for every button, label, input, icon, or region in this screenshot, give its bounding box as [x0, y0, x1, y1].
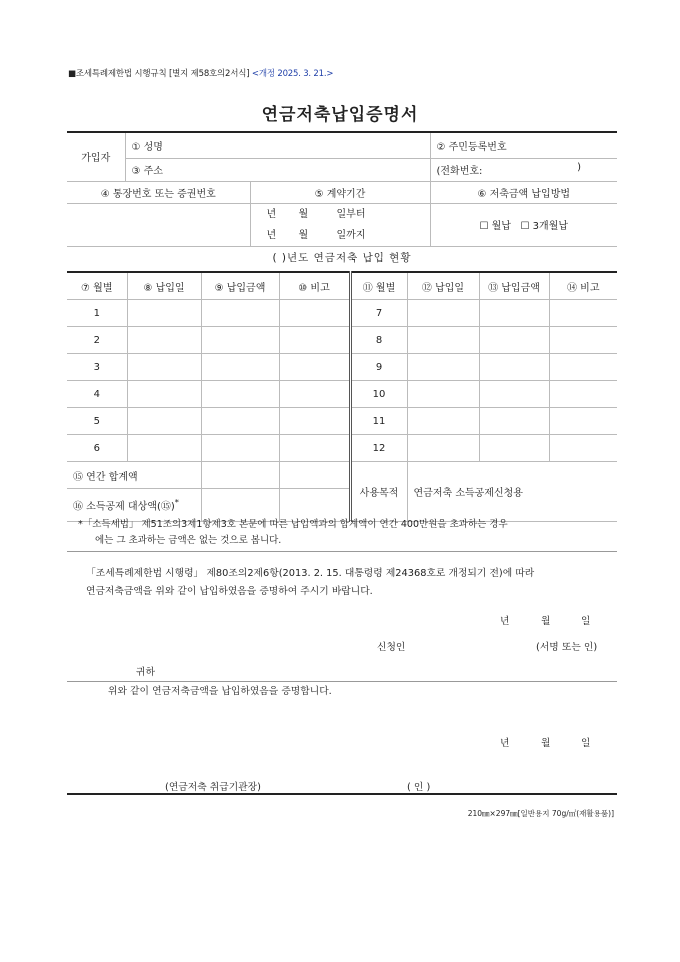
amount-cell[interactable]: [201, 435, 279, 462]
divider: [67, 551, 617, 552]
header-date-left: ⑧ 납입일: [127, 272, 201, 300]
header-month-left: ⑦ 월별: [67, 272, 127, 300]
footnote-line1: *「소득세법」 제51조의3제1항제3호 본문에 따른 납입액과의 합계액이 연간 400만원을 초과하는 경우: [78, 519, 508, 530]
to-month: 월: [298, 229, 309, 241]
payment-method-value: [430, 203, 617, 246]
annual-total-value[interactable]: [201, 462, 279, 489]
month-cell: 2: [67, 327, 127, 354]
monthly-checkbox[interactable]: ☐: [479, 221, 489, 232]
date-cell[interactable]: [127, 435, 201, 462]
from-month: 월: [298, 208, 309, 220]
note-cell[interactable]: [549, 327, 617, 354]
note-cell[interactable]: [279, 300, 350, 327]
note-cell[interactable]: [549, 408, 617, 435]
rrn-field-label: ② 주민등록번호: [430, 132, 617, 158]
subscriber-info-table: [67, 131, 617, 247]
amount-cell[interactable]: [201, 300, 279, 327]
date-cell[interactable]: [127, 354, 201, 381]
quarterly-label: 3개월납: [532, 221, 569, 232]
paper-spec: 210㎜×297㎜[일반용지 70g/㎡(재활용품)]: [467, 809, 614, 818]
amount-cell[interactable]: [479, 354, 549, 381]
month-cell: 3: [67, 354, 127, 381]
month-cell: 6: [67, 435, 127, 462]
amount-cell[interactable]: [201, 381, 279, 408]
note-cell[interactable]: [279, 435, 350, 462]
bottom-rule: [67, 793, 617, 795]
footnote: [78, 517, 618, 549]
header-month-right: ⑪ 월별: [350, 272, 407, 300]
from-day: 일부터: [336, 208, 366, 220]
amount-cell[interactable]: [201, 408, 279, 435]
addressee-label: 귀하: [136, 667, 155, 678]
note-cell[interactable]: [549, 354, 617, 381]
amount-cell[interactable]: [479, 327, 549, 354]
cert-month: 월: [541, 738, 551, 749]
month-cell: 1: [67, 300, 127, 327]
to-year: 년: [266, 229, 277, 241]
month-cell: 5: [67, 408, 127, 435]
form-reference: [68, 67, 333, 79]
date-cell[interactable]: [407, 408, 479, 435]
table-row: [67, 408, 617, 435]
phone-label: (전화번호:: [436, 166, 483, 177]
request-month: 월: [541, 616, 551, 627]
purpose-value: 연금저축 소득공제신청용: [407, 462, 617, 522]
date-cell[interactable]: [407, 381, 479, 408]
account-number-value[interactable]: [67, 203, 250, 246]
date-cell[interactable]: [127, 300, 201, 327]
note-cell[interactable]: [279, 408, 350, 435]
month-cell: 11: [350, 408, 407, 435]
note-cell[interactable]: [549, 381, 617, 408]
seal-label: ( 인 ): [407, 782, 431, 793]
note-cell[interactable]: [279, 354, 350, 381]
footnote-line2: 에는 그 초과하는 금액은 없는 것으로 봅니다.: [95, 535, 282, 546]
date-cell[interactable]: [407, 354, 479, 381]
table-row: [67, 381, 617, 408]
header-note-left: ⑩ 비고: [279, 272, 350, 300]
quarterly-checkbox[interactable]: ☐: [520, 221, 530, 232]
amount-cell[interactable]: [201, 354, 279, 381]
note-cell[interactable]: [549, 435, 617, 462]
request-paragraph: [86, 565, 616, 601]
deduction-target-mark: *: [174, 497, 179, 508]
payment-status-table: [67, 271, 617, 522]
page-title: 연금저축납입증명서: [261, 105, 419, 125]
subscriber-label: 가입자: [67, 132, 125, 181]
header-note-right: ⑭ 비고: [549, 272, 617, 300]
date-cell[interactable]: [127, 381, 201, 408]
month-cell: 8: [350, 327, 407, 354]
amount-cell[interactable]: [479, 300, 549, 327]
monthly-label: 월납: [491, 221, 511, 232]
certification-text: 위와 같이 연금저축금액을 납입하였음을 증명합니다.: [108, 686, 332, 697]
request-year: 년: [500, 616, 510, 627]
amount-cell[interactable]: [201, 327, 279, 354]
note-cell[interactable]: [549, 300, 617, 327]
contract-period-value[interactable]: [250, 203, 430, 246]
revision-date: <개정 2025. 3. 21.>: [251, 69, 334, 79]
contract-period-label: ⑤ 계약기간: [250, 181, 430, 203]
name-field-label: ① 성명: [125, 132, 430, 158]
month-cell: 12: [350, 435, 407, 462]
date-cell[interactable]: [407, 435, 479, 462]
cert-day: 일: [581, 738, 591, 749]
table-row: [67, 435, 617, 462]
phone-field: [430, 158, 617, 181]
date-cell[interactable]: [407, 327, 479, 354]
month-cell: 4: [67, 381, 127, 408]
to-day: 일까지: [336, 229, 366, 241]
applicant-label: 신청인: [377, 642, 406, 653]
header-amount-right: ⑬ 납입금액: [479, 272, 549, 300]
date-cell[interactable]: [127, 408, 201, 435]
note-cell[interactable]: [279, 327, 350, 354]
table-row: [67, 327, 617, 354]
request-line1: 「조세특례제한법 시행령」 제80조의2제6항(2013. 2. 15. 대통령령 제24368호로 개정되기 전)에 따라: [86, 568, 535, 579]
request-line2: 연금저축금액을 위와 같이 납입하였음을 증명하여 주시기 바랍니다.: [86, 586, 373, 597]
divider: [67, 681, 617, 682]
table-row: [67, 354, 617, 381]
issuer-label: (연금저축 취급기관장): [165, 782, 261, 793]
note-cell[interactable]: [279, 381, 350, 408]
signature-label: (서명 또는 인): [536, 642, 598, 653]
annual-total-note[interactable]: [279, 462, 350, 489]
table-row: [67, 300, 617, 327]
deduction-target-text: ⑯ 소득공제 대상액(⑮): [73, 501, 175, 513]
amount-cell[interactable]: [479, 435, 549, 462]
from-year: 년: [266, 208, 277, 220]
amount-cell[interactable]: [479, 381, 549, 408]
cert-year: 년: [500, 738, 510, 749]
amount-cell[interactable]: [479, 408, 549, 435]
header-date-right: ⑫ 납입일: [407, 272, 479, 300]
phone-close: ): [577, 162, 581, 173]
request-day: 일: [581, 616, 591, 627]
header-amount-left: ⑨ 납입금액: [201, 272, 279, 300]
month-cell: 7: [350, 300, 407, 327]
month-cell: 10: [350, 381, 407, 408]
payment-method-label: ⑥ 저축금액 납입방법: [430, 181, 617, 203]
month-cell: 9: [350, 354, 407, 381]
date-cell[interactable]: [127, 327, 201, 354]
form-reference-text: ■조세특례제한법 시행규칙 [별지 제58호의2서식]: [68, 69, 250, 79]
section-title: ( )년도 연금저축 납입 현황: [272, 252, 412, 264]
account-number-label: ④ 통장번호 또는 증권번호: [67, 181, 250, 203]
date-cell[interactable]: [407, 300, 479, 327]
purpose-label: 사용목적: [350, 462, 407, 522]
address-field-label: ③ 주소: [125, 158, 430, 181]
annual-total-label: ⑮ 연간 합계액: [67, 462, 201, 489]
